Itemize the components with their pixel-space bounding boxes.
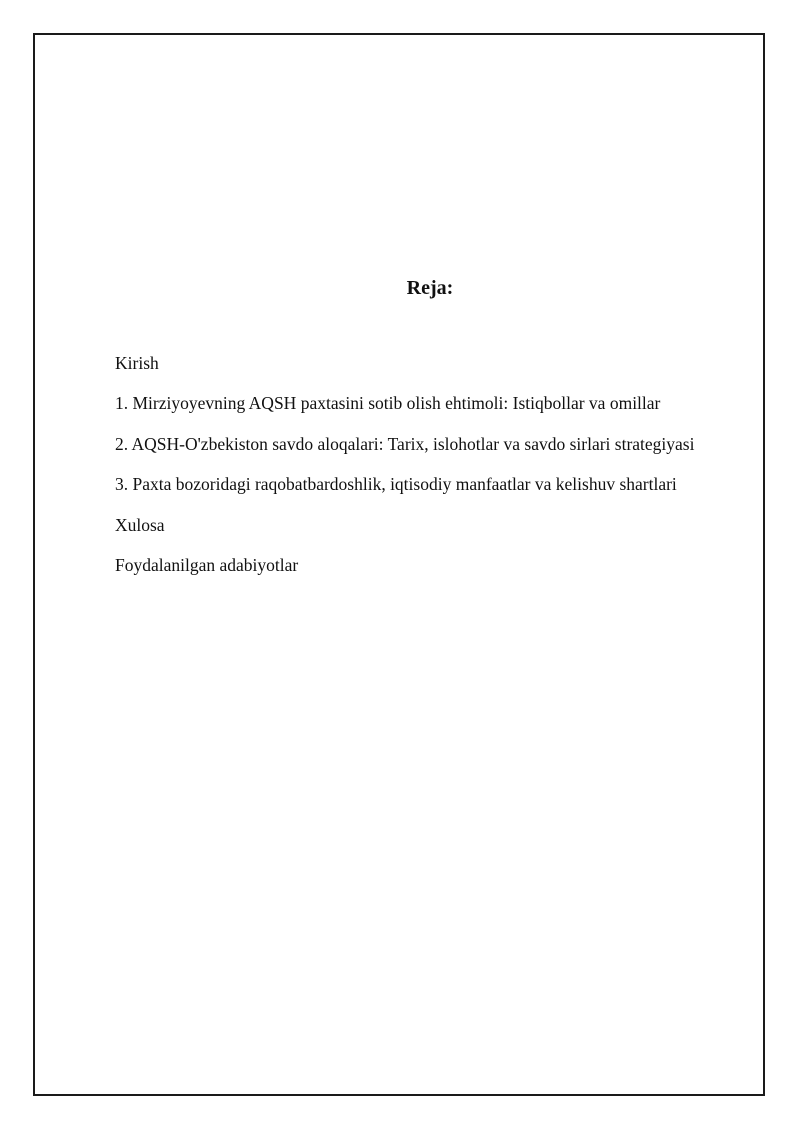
toc-item-chapter-3: 3. Paxta bozoridagi raqobatbardoshlik, iqtisodiy manfaatlar va kelishuv shartlari <box>115 474 677 495</box>
page-title: Reja: <box>406 277 454 299</box>
toc-item-chapter-1: 1. Mirziyoyevning AQSH paxtasini sotib olish ehtimoli: Istiqbollar va omillar <box>115 393 661 414</box>
table-of-contents <box>115 353 694 595</box>
toc-item-chapter-2: 2. AQSH-O'zbekiston savdo aloqalari: Tarix, islohotlar va savdo sirlari strategiyasi <box>115 433 695 454</box>
toc-item-conclusion: Xulosa <box>115 514 165 535</box>
toc-item-references: Foydalanilgan adabiyotlar <box>115 554 299 575</box>
toc-item-introduction: Kirish <box>115 353 159 373</box>
